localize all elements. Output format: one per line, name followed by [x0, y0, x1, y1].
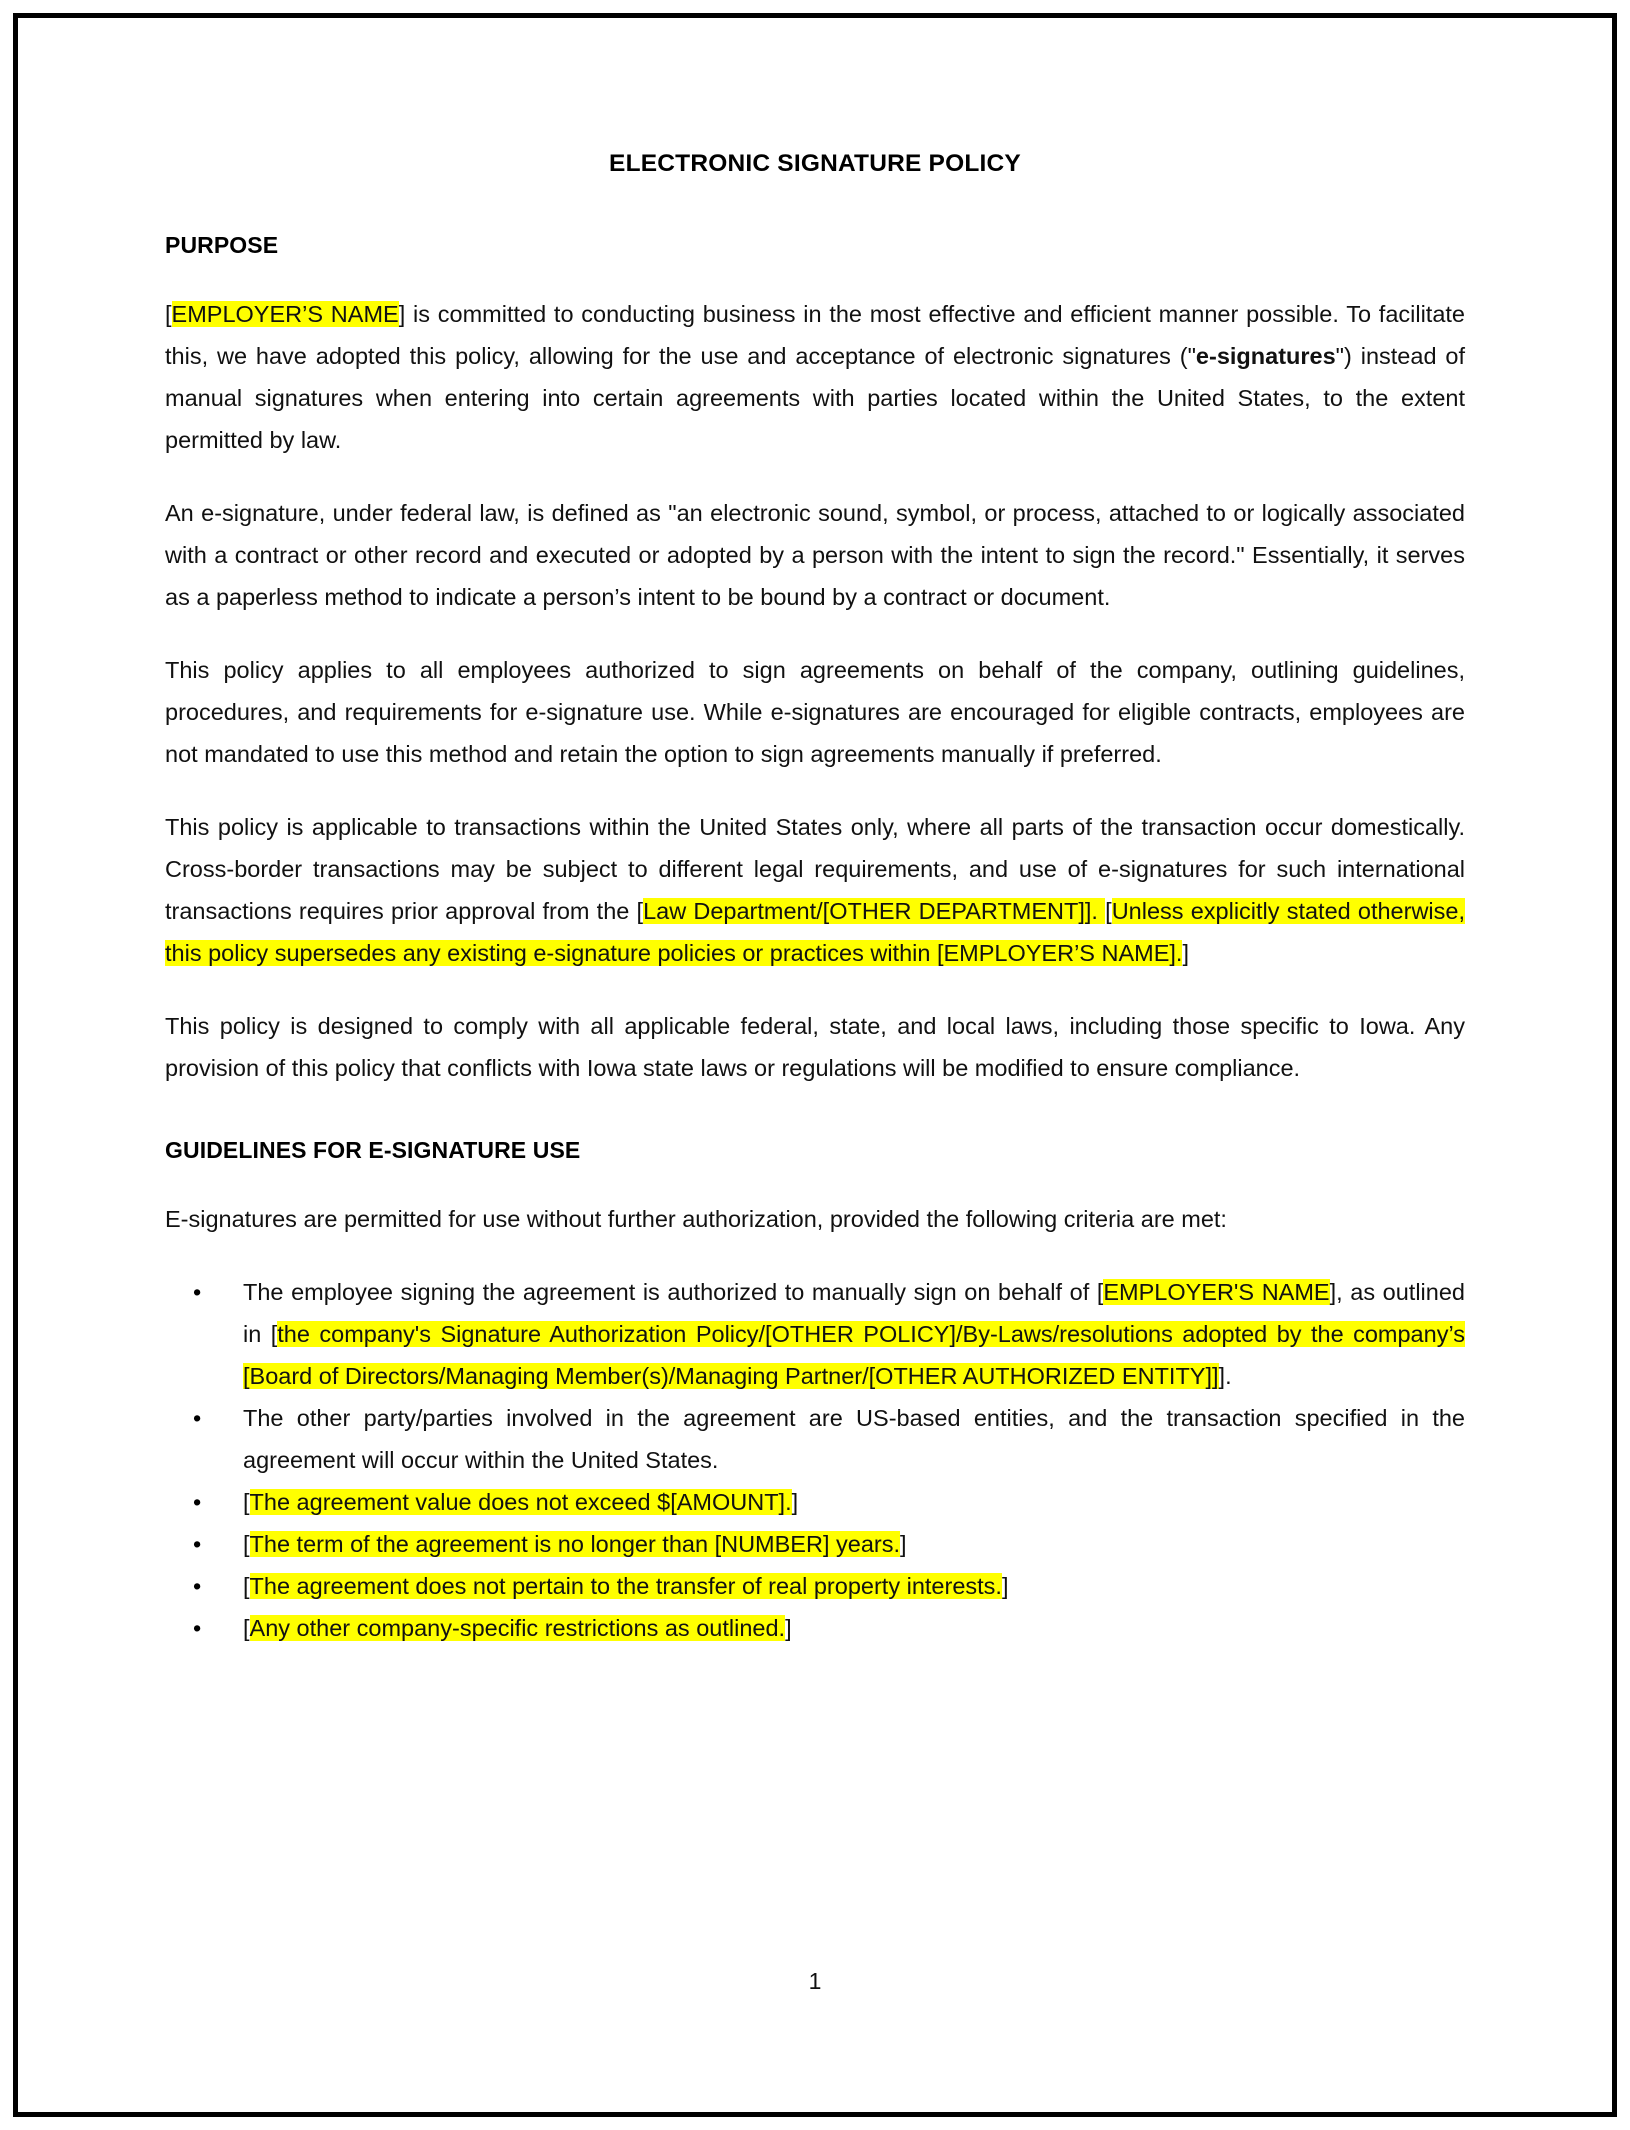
section-heading-purpose: PURPOSE — [165, 232, 279, 258]
bold-term-esignatures: e-signatures — [1195, 343, 1336, 369]
purpose-paragraph-1 — [165, 293, 1465, 461]
highlight-supersedes-clause: Unless explicitly stated otherwise, this policy supersedes any existing e-signature policies or practices within [EMPLOYER’S NAME]. — [165, 898, 1465, 966]
plain-segment: ] — [1001, 1573, 1009, 1599]
plain-segment: ] — [900, 1531, 907, 1557]
plain-segment: [ — [243, 1615, 250, 1641]
plain-segment: ] — [791, 1489, 799, 1515]
plain-segment: ]. — [1218, 1363, 1232, 1389]
bullet-icon: • — [193, 1405, 202, 1431]
plain-segment: [ — [243, 1573, 250, 1599]
highlight-segment: The agreement does not pertain to the transfer of real property interests. — [249, 1573, 1002, 1599]
criteria-list-item — [165, 1523, 1465, 1565]
criteria-list-item — [165, 1397, 1465, 1481]
criteria-item-text — [243, 1271, 1465, 1397]
highlight-employer-name: EMPLOYER’S NAME — [171, 301, 399, 327]
criteria-item-text — [243, 1481, 1465, 1523]
bracket-open: [ — [165, 301, 172, 327]
highlight-segment: EMPLOYER'S NAME — [1103, 1279, 1330, 1305]
bullet-icon: • — [193, 1531, 202, 1557]
purpose-paragraph-2: An e-signature, under federal law, is defined as "an electronic sound, symbol, or process, attached to or logically associated with a contract or other record and executed or adopted by a person with the intent to sign the record." Essentially, it serves as a paperless method to indicate a person’s intent to be bound by a contract or document. — [165, 500, 1465, 610]
document-content — [165, 150, 1465, 1649]
purpose-paragraph-4 — [165, 806, 1465, 974]
bracket-open-supersedes: [ — [1105, 898, 1112, 924]
highlight-segment: the company's Signature Authorization Policy/[OTHER POLICY]/By-Laws/resolutions adopted by the company’s [Board of Directors/Managing Member(s)/Managing Partner/[OTHER AUTHORIZED ENTITY]] — [243, 1321, 1465, 1389]
highlight-segment: The term of the agreement is no longer than [NUMBER] years. — [249, 1531, 900, 1557]
document-title: ELECTRONIC SIGNATURE POLICY — [609, 150, 1021, 177]
criteria-list — [165, 1271, 1465, 1649]
criteria-list-item — [165, 1607, 1465, 1649]
purpose-paragraph-5: This policy is designed to comply with all applicable federal, state, and local laws, including those specific to Iowa. Any provision of this policy that conflicts with Iowa state laws or regulations will be modified to ensure compliance. — [165, 1013, 1465, 1081]
plain-segment: ] — [785, 1615, 792, 1641]
plain-segment: ], as outlined in [ — [243, 1279, 1465, 1347]
bullet-icon: • — [193, 1279, 202, 1305]
bullet-icon: • — [193, 1489, 202, 1515]
purpose-paragraph-4-part1: This policy is applicable to transactions within the United States only, where all parts of the transaction occur domestically. Cross-border transactions may be subject to different legal requirements, and use of e-signatures for such international transactions requires prior approval from the [ — [165, 814, 1465, 924]
purpose-paragraph-1-mid: ] is committed to conducting business in the most effective and efficient manner possible. To facilitate this, we have adopted this policy, allowing for the use and acceptance of electronic signatures (" — [165, 301, 1466, 369]
criteria-item-text — [243, 1397, 1465, 1481]
criteria-item-text — [243, 1607, 1465, 1649]
criteria-list-item — [165, 1481, 1465, 1523]
guidelines-intro: E-signatures are permitted for use without further authorization, provided the following criteria are met: — [165, 1206, 1227, 1232]
criteria-item-text — [243, 1565, 1465, 1607]
purpose-paragraph-1-tail: ") instead of manual signatures when entering into certain agreements with parties located within the United States, to the extent permitted by law. — [165, 343, 1465, 453]
bracket-close-supersedes: ] — [1182, 940, 1189, 966]
highlight-law-department: Law Department/[OTHER DEPARTMENT]]. — [643, 898, 1106, 924]
plain-segment: The employee signing the agreement is authorized to manually sign on behalf of [ — [243, 1279, 1104, 1305]
criteria-list-item — [165, 1271, 1465, 1397]
criteria-item-text — [243, 1523, 1465, 1565]
plain-segment: The other party/parties involved in the agreement are US-based entities, and the transaction specified in the agreement will occur within the United States. — [243, 1405, 1465, 1473]
page-number: 1 — [808, 1968, 822, 1994]
plain-segment: [ — [243, 1489, 250, 1515]
criteria-list-item — [165, 1565, 1465, 1607]
bullet-icon: • — [193, 1573, 202, 1599]
highlight-segment: The agreement value does not exceed $[AMOUNT]. — [249, 1489, 792, 1515]
bullet-icon: • — [193, 1615, 202, 1641]
purpose-paragraph-3: This policy applies to all employees authorized to sign agreements on behalf of the company, outlining guidelines, procedures, and requirements for e-signature use. While e-signatures are encouraged for eligible contracts, employees are not mandated to use this method and retain the option to sign agreements manually if preferred. — [165, 657, 1465, 767]
highlight-segment: Any other company-specific restrictions as outlined. — [249, 1615, 786, 1641]
section-heading-guidelines: GUIDELINES FOR E-SIGNATURE USE — [165, 1137, 581, 1163]
plain-segment: [ — [243, 1531, 250, 1557]
